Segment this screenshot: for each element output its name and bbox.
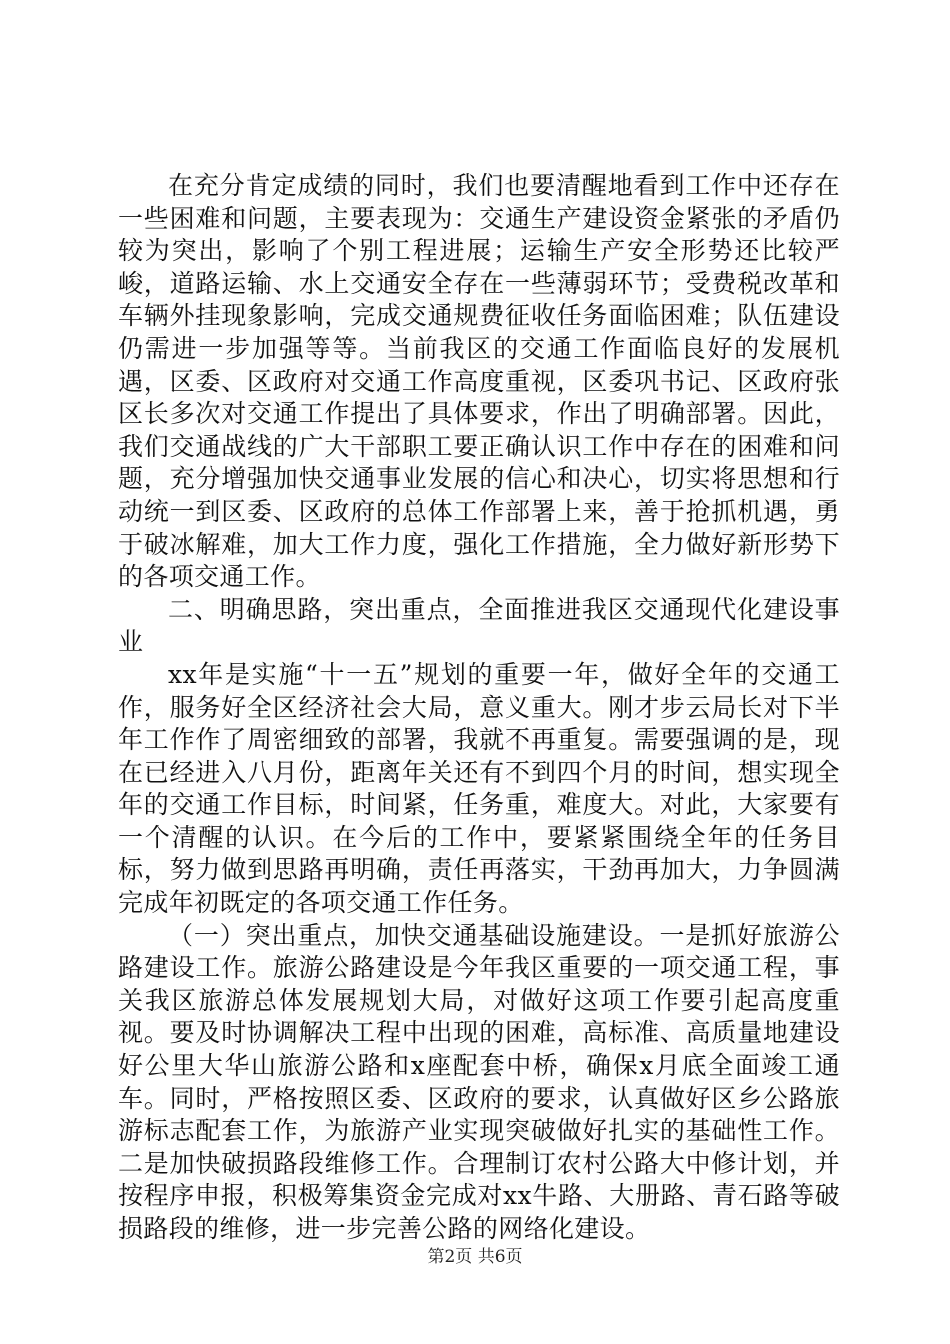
paragraph-infrastructure: （一）突出重点，加快交通基础设施建设。一是抓好旅游公路建设工作。旅游公路建设是今年我区重要的一项交通工程，事关我区旅游总体发展规划大局，对做好这项工作要引起高度重视。要及时协调解决工程中出现的困难，高标准、高质量地建设好公里大华山旅游公路和x座配套中桥，确保x月底全面竣工通车。同时，严格按照区委、区政府的要求，认真做好区乡公路旅游标志配套工作，为旅游产业实现突破做好扎实的基础性工作。二是加快破损路段维修工作。合理制订农村公路大中修计划，并按程序申报，积极筹集资金完成对xx牛路、大册路、青石路等破损路段的维修，进一步完善公路的网络化建设。: [118, 920, 840, 1243]
page-number: 第2页 共6页: [427, 1247, 523, 1267]
paragraph-annual-work: xx年是实施“十一五”规划的重要一年，做好全年的交通工作，服务好全区经济社会大局，意义重大。刚才步云局长对下半年工作作了周密细致的部署，我就不再重复。需要强调的是，现在已经进入八月份，距离年关还有不到四个月的时间，想实现全年的交通工作目标，时间紧，任务重，难度大。对此，大家要有一个清醒的认识。在今后的工作中，要紧紧围绕全年的任务目标，努力做到思路再明确，责任再落实，干劲再加大，力争圆满完成年初既定的各项交通工作任务。: [118, 659, 840, 918]
paragraph-problems: 在充分肯定成绩的同时，我们也要清醒地看到工作中还存在一些困难和问题，主要表现为：交通生产建设资金紧张的矛盾仍较为突出，影响了个别工程进展；运输生产安全形势还比较严峻，道路运输、水上交通安全存在一些薄弱环节；受费税改革和车辆外挂现象影响，完成交通规费征收任务面临困难；队伍建设仍需进一步加强等等。当前我区的交通工作面临良好的发展机遇，区委、区政府对交通工作高度重视，区委巩书记、区政府张区长多次对交通工作提出了具体要求，作出了明确部署。因此，我们交通战线的广大干部职工要正确认识工作中存在的困难和问题，充分增强加快交通事业发展的信心和决心，切实将思想和行动统一到区委、区政府的总体工作部署上来，善于抢抓机遇，勇于破冰解难，加大工作力度，强化工作措施，全力做好新形势下的各项交通工作。: [118, 171, 840, 592]
document-body: [118, 170, 840, 1246]
section-heading: 二、明确思路，突出重点，全面推进我区交通现代化建设事业: [118, 594, 840, 657]
